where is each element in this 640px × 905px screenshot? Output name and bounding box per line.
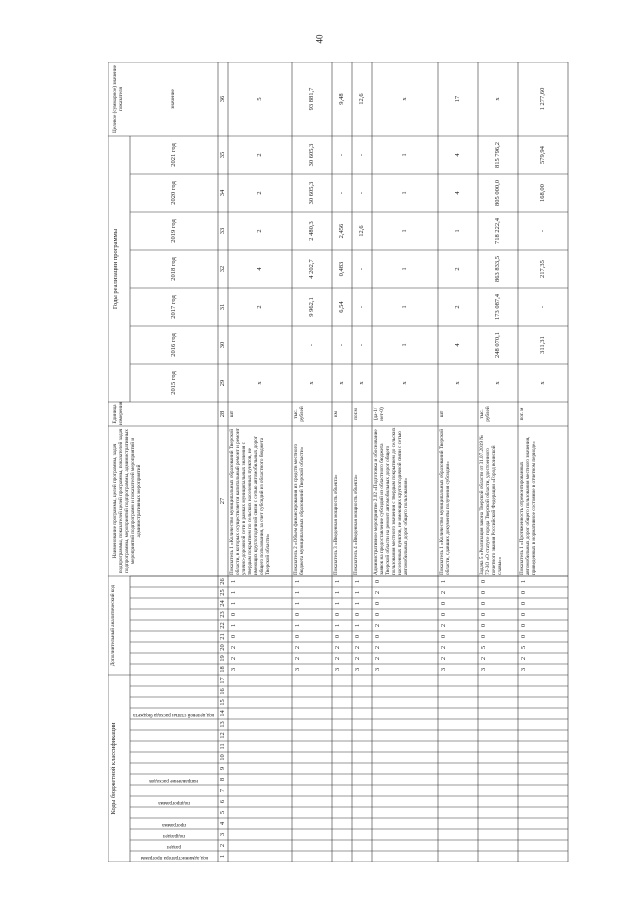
year-header-2018: 2018 год — [170, 257, 177, 281]
code-digit: 2 — [440, 656, 447, 661]
row-value-2016: 1 — [401, 343, 408, 347]
row-unit: пог. м — [519, 407, 525, 421]
row-value-2015: х — [539, 381, 546, 385]
row-value-2020: 168,00 — [539, 184, 546, 202]
code-subheader-program: программа — [162, 822, 186, 828]
row-value-2019: 2 480,3 — [308, 221, 315, 241]
column-number: 4 — [219, 821, 226, 826]
row-value-2017: 2 — [454, 305, 461, 309]
code-digit: 1 — [520, 579, 527, 584]
column-number: 3 — [219, 832, 226, 837]
column-number: 21 — [219, 633, 226, 640]
row-unit: шт — [229, 410, 235, 418]
row-value-2020: 1 — [401, 191, 408, 195]
column-number: 8 — [219, 777, 226, 782]
column-number: 30 — [219, 341, 226, 349]
row-value-2016: - — [308, 343, 315, 347]
column-number: 9 — [219, 766, 226, 771]
code-digit: 0 — [334, 634, 341, 639]
year-header-2019: 2019 год — [170, 219, 177, 243]
code-digit: 1 — [354, 579, 361, 584]
row-value-2021: 815 796,2 — [494, 142, 501, 168]
column-number: 5 — [219, 810, 226, 815]
years-header: Годы реализации программы — [112, 228, 119, 310]
program-table — [108, 62, 608, 862]
code-digit: 1 — [294, 590, 301, 595]
row-target: 9,48 — [338, 93, 345, 105]
code-digit: 1 — [440, 579, 447, 584]
row-target: 93 881,7 — [308, 87, 315, 111]
code-digit: 1 — [230, 579, 237, 584]
column-number: 26 — [219, 578, 226, 585]
row-value-2015: х — [358, 381, 365, 385]
code-digit: 0 — [480, 601, 487, 606]
code-digit: 2 — [480, 656, 487, 661]
code-digit: 3 — [334, 667, 341, 672]
code-subheader-admin_code: код администратора программ — [140, 855, 208, 861]
code-digit: 1 — [294, 623, 301, 628]
code-digit: 1 — [334, 579, 341, 584]
code-digit: 0 — [374, 634, 381, 639]
row-name: Задача 5 «Реализация закона Тверской области от 31.07.2019 № 72-ЗО «О статусе города Тверской области, удостоенного почетного звания Российской Федерации «Город воинской славы»» — [479, 433, 503, 575]
code-subheader-subprogram: подпрограмма — [158, 800, 190, 806]
code-digit: 0 — [294, 634, 301, 639]
row-value-2019: - — [539, 229, 546, 233]
code-digit: 0 — [480, 623, 487, 628]
column-number: 7 — [219, 788, 226, 793]
row-value-2019: 2 — [256, 229, 263, 233]
row-value-2018: 217,35 — [539, 260, 546, 278]
year-header-2021: 2021 год — [170, 143, 177, 167]
row-unit: шт — [439, 410, 445, 418]
code-digit: 2 — [294, 645, 301, 650]
unit-column-header: Единица измерения — [112, 402, 124, 425]
code-digit: 0 — [480, 590, 487, 595]
row-value-2017: 1 — [401, 305, 408, 309]
code-digit: 0 — [334, 612, 341, 617]
row-unit: тыс. рублей — [293, 406, 305, 422]
column-number: 17 — [219, 677, 226, 684]
row-value-2018: - — [358, 267, 365, 271]
code-digit: 0 — [520, 590, 527, 595]
code-digit: 1 — [230, 601, 237, 606]
code-digit: 3 — [294, 667, 301, 672]
row-value-2021: - — [358, 153, 365, 157]
column-number: 23 — [219, 611, 226, 618]
code-digit: 1 — [354, 601, 361, 606]
row-value-2020: 30 605,3 — [308, 181, 315, 205]
row-value-2018: 4 202,7 — [308, 259, 315, 279]
code-digit: 2 — [374, 656, 381, 661]
code-digit: 0 — [354, 612, 361, 617]
row-name: Показатель 1 «Количество муниципальных образований Тверской области, сдавших документы получения субсидии» — [439, 427, 451, 575]
row-value-2019: 1 — [401, 229, 408, 233]
row-value-2021: - — [338, 153, 345, 157]
column-number: 6 — [219, 799, 226, 804]
code-digit: 1 — [334, 590, 341, 595]
column-number: 10 — [219, 754, 226, 761]
code-digit: 0 — [520, 634, 527, 639]
code-digit: 2 — [354, 656, 361, 661]
row-value-2020: 4 — [454, 191, 461, 195]
column-number: 20 — [219, 644, 226, 651]
code-digit: 0 — [480, 634, 487, 639]
name-column-header: Наименование программы, целей программы, задач подпрограммы, показателей целей программы, показателей задач подпрограммы, мероприятий подпрограммы, административных мероприятий подпрограмм и показателей мероприятий и административных мероприятий — [112, 427, 142, 574]
row-value-2020: 805 000,0 — [494, 180, 501, 206]
code-digit: 3 — [440, 667, 447, 672]
code-digit: 2 — [440, 623, 447, 628]
code-subheader-subsection: подраздел — [162, 833, 186, 839]
column-number: 15 — [219, 699, 226, 706]
code-digit: 1 — [354, 623, 361, 628]
column-number: 24 — [219, 600, 226, 607]
column-number: 13 — [219, 721, 226, 728]
column-number: 12 — [219, 732, 226, 739]
column-number: 33 — [219, 227, 226, 235]
code-digit: 0 — [374, 601, 381, 606]
row-target: 17 — [454, 95, 461, 103]
row-value-2019: 718 222,4 — [494, 218, 501, 244]
code-digit: 3 — [230, 667, 237, 672]
column-number: 16 — [219, 688, 226, 695]
code-digit: 1 — [334, 623, 341, 628]
code-digit: 3 — [520, 667, 527, 672]
column-number: 27 — [219, 497, 226, 505]
row-unit: км — [333, 411, 339, 417]
row-target: х — [401, 97, 408, 101]
code-digit: 3 — [480, 667, 487, 672]
row-name: Показатель 3 «Введенная мощность объекта» — [333, 474, 339, 575]
row-unit: пог.м — [353, 408, 359, 420]
code-digit: 0 — [230, 634, 237, 639]
year-header-2016: 2016 год — [170, 333, 177, 357]
row-value-2016: 4 — [454, 343, 461, 347]
code-digit: 2 — [374, 590, 381, 595]
row-value-2019: 1 — [454, 229, 461, 233]
column-number: 2 — [219, 843, 226, 848]
row-value-2016: 248 070,1 — [494, 332, 501, 358]
additional-code-header: Дополнительный аналитический код — [110, 584, 116, 667]
row-value-2021: 30 605,3 — [308, 143, 315, 167]
row-name: Административное мероприятие 2.02 «Подготовка и обоснование заявок на предоставление субсидий из областного бюджета Тверской области на ремонт автомобильных дорог общего пользования местного значения с твердым покрытием до сельских населенных пунктов, не имеющих круглогодичной связи с сетью автомобильных дорог общего пользования» — [373, 426, 409, 575]
code-digit: 1 — [230, 623, 237, 628]
row-target: 1 277,60 — [539, 87, 546, 111]
column-number: 29 — [219, 379, 226, 387]
code-digit: 2 — [374, 623, 381, 628]
code-digit: 1 — [354, 590, 361, 595]
code-digit: 2 — [334, 645, 341, 650]
row-value-2016: 311,31 — [539, 336, 546, 354]
code-digit: 2 — [440, 590, 447, 595]
row-unit: (да-1/нет-0) — [373, 407, 385, 421]
code-digit: 0 — [520, 612, 527, 617]
row-value-2017: - — [539, 305, 546, 309]
row-name: Показатель 4 «Введенная мощность объекта» — [353, 474, 359, 575]
year-header-2020: 2020 год — [170, 181, 177, 205]
code-digit: 0 — [440, 612, 447, 617]
row-unit: тыс. рублей — [479, 406, 491, 422]
row-value-2017: 173 087,4 — [494, 294, 501, 320]
code-digit: 1 — [294, 601, 301, 606]
row-value-2021: 1 — [401, 153, 408, 157]
code-digit: 0 — [480, 579, 487, 584]
row-name: Показатель 1 «Количество муниципальных образований Тверской области, в которых осуществляется капитальный ремонт и ремонт улично-дорожной сети в рамках муниципальных значения с твердым покрытием по сельских населенных пунктов, не имеющих круглогодичной связи с сетью автомобильных дорог общего пользования, за счет субсидий из областного бюджета Тверской области» — [229, 426, 271, 575]
code-digit: 0 — [354, 634, 361, 639]
code-digit: 2 — [354, 645, 361, 650]
code-digit: 0 — [230, 612, 237, 617]
row-value-2016: - — [358, 343, 365, 347]
row-value-2021: 4 — [454, 153, 461, 157]
column-number: 35 — [219, 151, 226, 159]
row-value-2018: 0,483 — [338, 261, 345, 277]
code-digit: 0 — [440, 634, 447, 639]
column-number: 11 — [219, 743, 226, 750]
page-number: 40 — [314, 34, 325, 44]
row-value-2021: 579,94 — [539, 146, 546, 164]
column-number: 36 — [219, 95, 226, 103]
code-digit: 5 — [520, 645, 527, 650]
code-digit: 0 — [520, 601, 527, 606]
row-value-2015: х — [256, 381, 263, 385]
code-digit: 3 — [374, 667, 381, 672]
code-digit: 1 — [334, 601, 341, 606]
budget-codes-header: Коды бюджетной классификации — [110, 722, 117, 815]
row-value-2019: 12,6 — [358, 225, 365, 237]
target-column-header: Целевое (суммарное) значение показателя — [112, 63, 124, 133]
row-value-2018: 1 — [401, 267, 408, 271]
code-digit: 0 — [520, 623, 527, 628]
code-digit: 0 — [440, 601, 447, 606]
code-digit: 2 — [230, 645, 237, 650]
code-digit: 0 — [374, 579, 381, 584]
column-number: 19 — [219, 655, 226, 662]
row-value-2018: 2 — [454, 267, 461, 271]
column-number: 18 — [219, 666, 226, 673]
code-digit: 5 — [480, 645, 487, 650]
row-value-2017: - — [358, 305, 365, 309]
row-name: Показатель 2 «Объем финансирования из средств местного бюджета муниципальных образований Тверской области» — [293, 442, 305, 575]
row-target: 5 — [256, 97, 263, 101]
row-value-2020: - — [338, 191, 345, 195]
code-digit: 1 — [230, 590, 237, 595]
row-name: Показатель 1 «Протяженность отремонтированных автомобильных дорог общего пользования местного значения, приведенных в нормативное состояние в отчетном периоде» — [519, 435, 537, 575]
row-value-2019: 2,456 — [338, 223, 345, 239]
code-digit: 3 — [354, 667, 361, 672]
code-digit: 2 — [374, 645, 381, 650]
column-number: 32 — [219, 265, 226, 273]
row-value-2015: х — [454, 381, 461, 385]
code-digit: 2 — [440, 645, 447, 650]
row-value-2015: х — [401, 381, 408, 385]
column-number: 25 — [219, 589, 226, 596]
row-value-2015: х — [338, 381, 345, 385]
code-subheader-classification_codes: код целевой статьи расхода бюджета — [133, 712, 215, 718]
code-subheader-direction: направление расходов — [149, 778, 199, 784]
row-target: х — [494, 97, 501, 101]
target-value-header: значение — [170, 89, 176, 109]
code-digit: 2 — [520, 656, 527, 661]
column-number: 34 — [219, 189, 226, 197]
row-value-2015: х — [308, 381, 315, 385]
row-value-2020: 2 — [256, 191, 263, 195]
row-value-2017: 2 — [256, 305, 263, 309]
column-number: 28 — [219, 410, 226, 418]
column-number: 31 — [219, 303, 226, 311]
column-number: 22 — [219, 622, 226, 629]
code-digit: 2 — [334, 656, 341, 661]
year-header-2017: 2017 год — [170, 295, 177, 319]
year-header-2015: 2015 год — [170, 371, 177, 395]
row-value-2018: 863 833,5 — [494, 256, 501, 282]
column-number: 1 — [219, 854, 226, 859]
code-subheader-section: раздел — [166, 844, 182, 850]
row-value-2021: 2 — [256, 153, 263, 157]
column-number: 14 — [219, 710, 226, 717]
row-value-2017: 6,54 — [338, 301, 345, 313]
row-value-2016 — [256, 326, 265, 364]
row-target: 12,6 — [358, 93, 365, 105]
row-value-2015: х — [494, 381, 501, 385]
code-digit: 2 — [294, 656, 301, 661]
code-digit: 1 — [294, 579, 301, 584]
row-value-2018: 4 — [256, 267, 263, 271]
code-digit: 0 — [294, 612, 301, 617]
code-digit: 0 — [374, 612, 381, 617]
code-digit: 2 — [230, 656, 237, 661]
code-digit: 0 — [480, 612, 487, 617]
row-value-2016: - — [338, 343, 345, 347]
row-value-2017: 9 962,1 — [308, 297, 315, 317]
row-value-2020: - — [358, 191, 365, 195]
